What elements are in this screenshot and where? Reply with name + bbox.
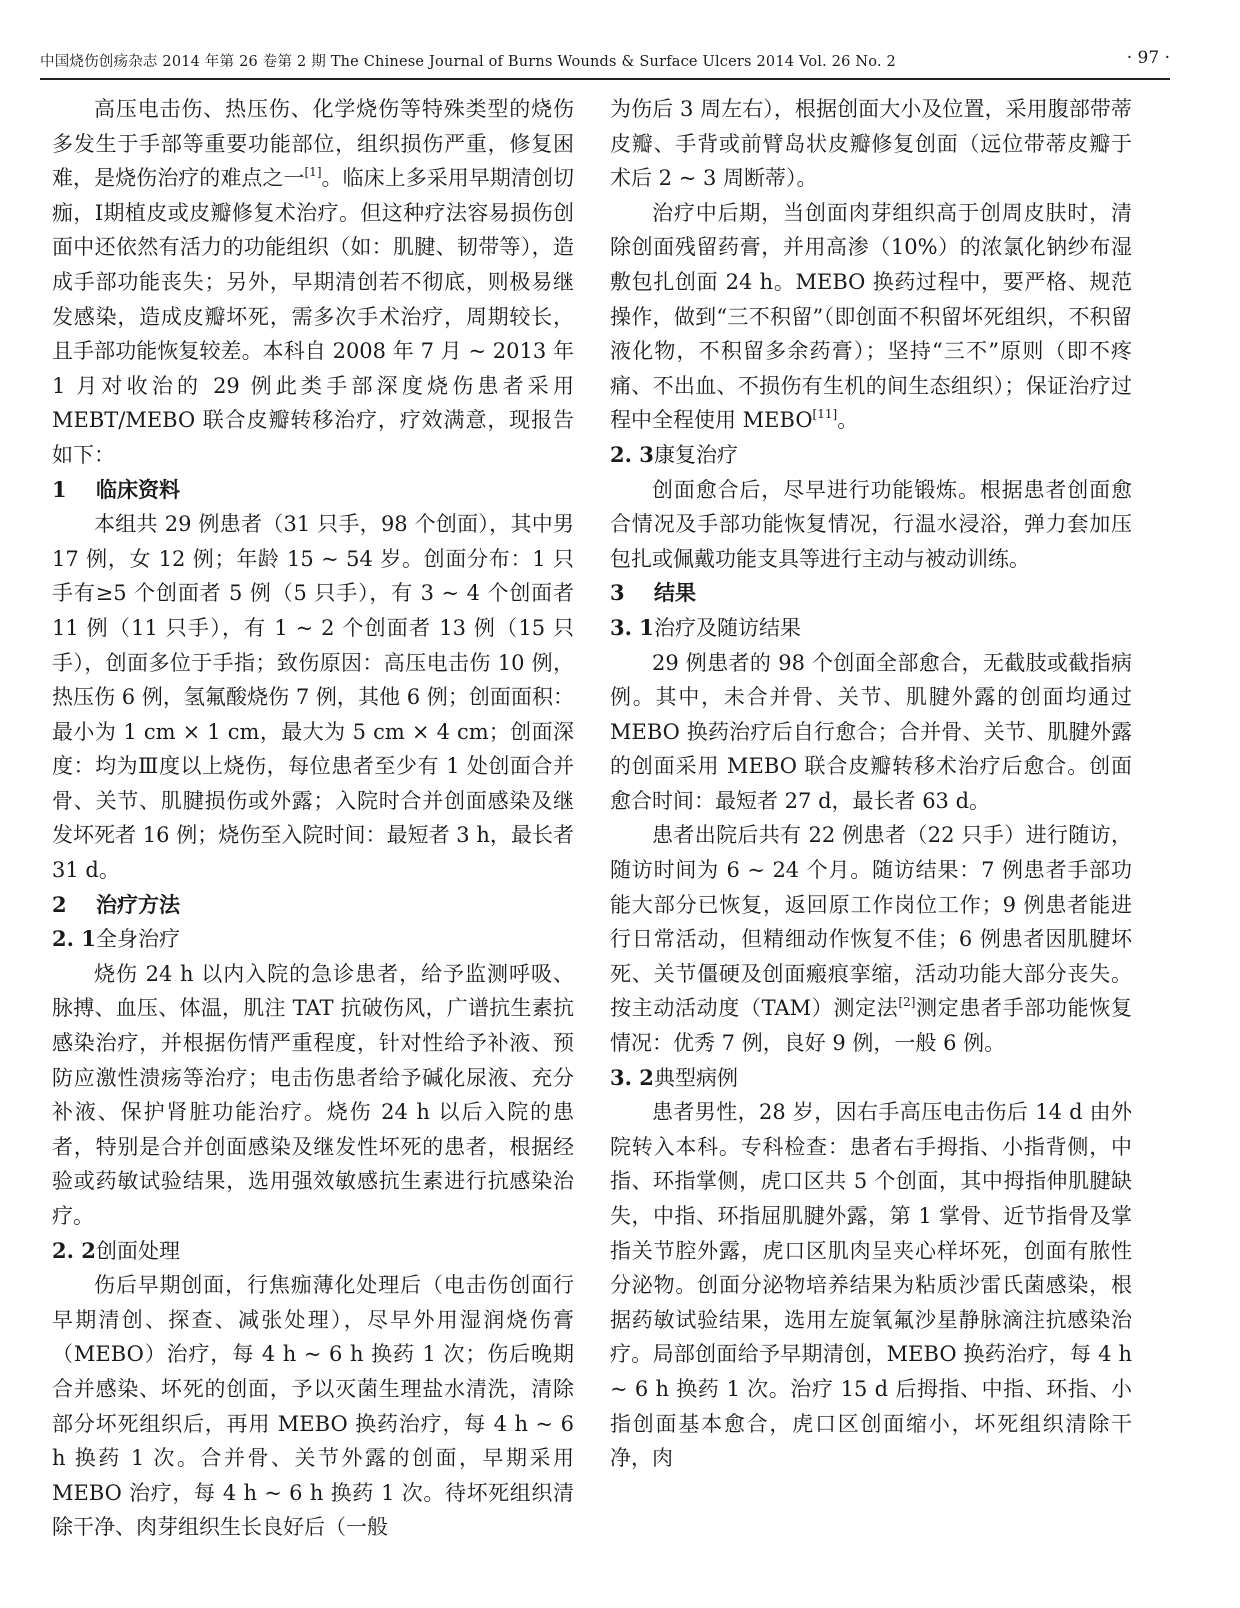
citation-ref: [11] [812, 407, 838, 422]
left-column [52, 92, 574, 1545]
subsection-heading-2-1: 2. 1全身治疗 [52, 926, 180, 952]
subsection-2-3-paragraph: 创面愈合后，尽早进行功能锻炼。根据患者创面愈合情况及手部功能恢复情况，行温水浸浴，弹力套加压包扎或佩戴功能支具等进行主动与被动训练。 [610, 477, 1132, 571]
section-1-paragraph: 本组共 29 例患者（31 只手，98 个创面），其中男 17 例，女 12 例；年龄 15 ~ 54 岁。创面分布：1 只手有≥5 个创面者 5 例（5 只手），有 3 ~ 4 个创面者 11 例（11 只手），有 1 ~ 2 个创面者 13 例（15 只手），创面多位于手指；致伤原因：高压电击伤 10 例，热压伤 6 例，氢氟酸烧伤 7 例，其他 6 例；创面面积：最小为 1 cm × 1 cm，最大为 5 cm × 4 cm；创面深度：均为Ⅲ度以上烧伤，每位患者至少有 1 处创面合并骨、关节、肌腱损伤或外露；入院时合并创面感染及继发坏死者 16 例；烧伤至入院时间：最短者 3 h，最长者 31 d。 [52, 512, 574, 883]
intro-paragraph: 高压电击伤、热压伤、化学烧伤等特殊类型的烧伤多发生于手部等重要功能部位，组织损伤严重，修复困难，是烧伤治疗的难点之一[1]。临床上多采用早期清创切痂，Ⅰ期植皮或皮瓣修复术治疗。但这种疗法容易损伤创面中还依然有活力的功能组织（如：肌腱、韧带等），造成手部功能丧失；另外，早期清创若不彻底，则极易继发感染，造成皮瓣坏死，需多次手术治疗，周期较长，且手部功能恢复较差。本科自 2008 年 7 月 ~ 2013 年 1 月对收治的 29 例此类手部深度烧伤患者采用 MEBT/MEBO 联合皮瓣转移治疗，疗效满意，现报告如下： [52, 97, 574, 467]
journal-citation: 中国烧伤创疡杂志 2014 年第 26 卷第 2 期 The Chinese Journal of Burns Wounds & Surface Ulcers 2014 Vol. 26 No. 2 [40, 54, 896, 70]
citation-ref: [1] [304, 165, 322, 180]
section-heading-1: 1 临床资料 [52, 476, 180, 502]
subsection-2-2-paragraph-2: 治疗中后期，当创面肉芽组织高于创周皮肤时，清除创面残留药膏，并用高渗（10%）的浓氯化钠纱布湿敷包扎创面 24 h。MEBO 换药过程中，要严格、规范操作，做到“三不积留”（即创面不积留坏死组织，不积留液化物，不积留多余药膏）；坚持“三不”原则（即不疼痛、不出血、不损伤有生机的间生态组织）；保证治疗过程中全程使用 MEBO[11]。 [610, 200, 1132, 433]
running-header [40, 48, 1170, 80]
subsection-3-1-paragraph-1: 29 例患者的 98 个创面全部愈合，无截肢或截指病例。其中，未合并骨、关节、肌腱外露的创面均通过 MEBO 换药治疗后自行愈合；合并骨、关节、肌腱外露的创面采用 MEBO 联合皮瓣转移术治疗后愈合。创面愈合时间：最短者 27 d，最长者 63 d。 [610, 650, 1132, 813]
subsection-3-2-paragraph: 患者男性，28 岁，因右手高压电击伤后 14 d 由外院转入本科。专科检查：患者右手拇指、小指背侧，中指、环指掌侧，虎口区共 5 个创面，其中拇指伸肌腱缺失，中指、环指屈肌腱外露，第 1 掌骨、近节指骨及掌指关节腔外露，虎口区肌肉呈夹心样坏死，创面有脓性分泌物。创面分泌物培养结果为粘质沙雷氏菌感染，根据药敏试验结果，选用左旋氧氟沙星静脉滴注抗感染治疗。局部创面给予早期清创，MEBO 换药治疗，每 4 h ~ 6 h 换药 1 次。治疗 15 d 后拇指、中指、环指、小指创面基本愈合，虎口区创面缩小，坏死组织清除干净，肉 [610, 1100, 1132, 1471]
subsection-heading-3-1: 3. 1治疗及随访结果 [610, 614, 801, 640]
subsection-3-1-paragraph-2: 患者出院后共有 22 例患者（22 只手）进行随访，随访时间为 6 ~ 24 个月。随访结果：7 例患者手部功能大部分已恢复，返回原工作岗位工作；9 例患者能进行日常活动，但精细动作恢复不佳；6 例患者因肌腱坏死、关节僵硬及创面瘢痕挛缩，活动功能大部分丧失。按主动活动度（TAM）测定法[2]测定患者手部功能恢复情况：优秀 7 例，良好 9 例，一般 6 例。 [610, 823, 1132, 1056]
subsection-heading-2-3: 2. 3康复治疗 [610, 441, 738, 467]
subsection-heading-2-2: 2. 2创面处理 [52, 1237, 180, 1263]
section-heading-3: 3 结果 [610, 580, 696, 606]
citation-ref: [2] [898, 995, 916, 1010]
page-number: · 97 · [1126, 48, 1170, 68]
right-column [610, 92, 1132, 1476]
subsection-2-2-paragraph: 伤后早期创面，行焦痂薄化处理后（电击伤创面行早期清创、探查、减张处理），尽早外用湿润烧伤膏（MEBO）治疗，每 4 h ~ 6 h 换药 1 次；伤后晚期合并感染、坏死的创面，予以灭菌生理盐水清洗，清除部分坏死组织后，再用 MEBO 换药治疗，每 4 h ~ 6 h 换药 1 次。合并骨、关节外露的创面，早期采用 MEBO 治疗，每 4 h ~ 6 h 换药 1 次。待坏死组织清除干净、肉芽组织生长良好后（一般 [52, 1273, 574, 1540]
subsection-2-1-paragraph: 烧伤 24 h 以内入院的急诊患者，给予监测呼吸、脉搏、血压、体温，肌注 TAT 抗破伤风，广谱抗生素抗感染治疗，并根据伤情严重程度，针对性给予补液、预防应激性溃疡等治疗；电击伤患者给予碱化尿液、充分补液、保护肾脏功能治疗。烧伤 24 h 以后入院的患者，特别是合并创面感染及继发性坏死的患者，根据经验或药敏试验结果，选用强效敏感抗生素进行抗感染治疗。 [52, 961, 574, 1228]
subsection-2-2-continued: 为伤后 3 周左右），根据创面大小及位置，采用腹部带蒂皮瓣、手背或前臂岛状皮瓣修复创面（远位带蒂皮瓣于术后 2 ~ 3 周断蒂）。 [610, 97, 1132, 191]
section-heading-2: 2 治疗方法 [52, 891, 180, 917]
subsection-heading-3-2: 3. 2典型病例 [610, 1064, 738, 1090]
